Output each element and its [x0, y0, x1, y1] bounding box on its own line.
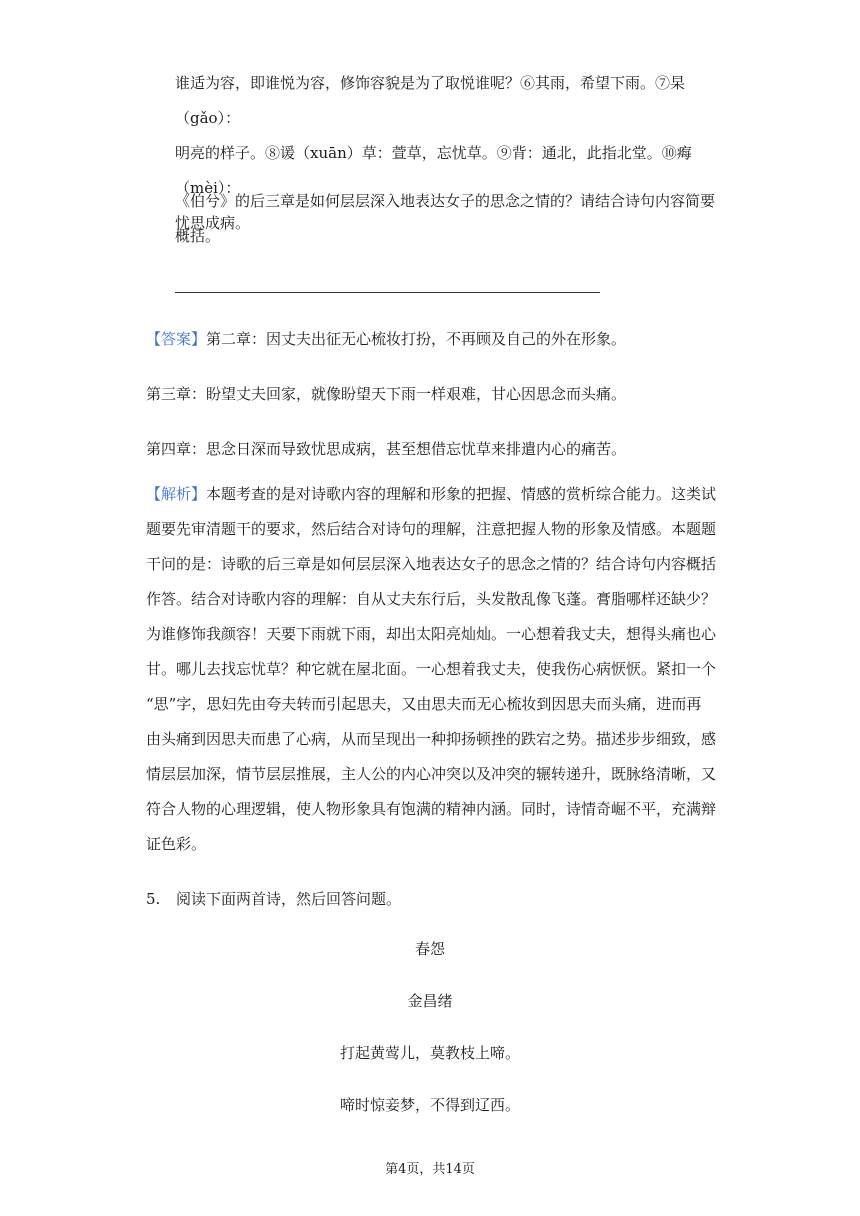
answer-chapter-4: 第四章：思念日深而导致忧思成病，甚至想借忘忧草来排遣内心的痛苦。	[146, 440, 627, 458]
question-5	[146, 882, 721, 917]
analysis-line: 干问的是：诗歌的后三章是如何层层深入地表达女子的思念之情的？结合诗句内容概括	[146, 555, 717, 573]
question-text	[175, 184, 720, 254]
analysis-line: 本题考查的是对诗歌内容的理解和形象的把握、情感的赏析综合能力。这类试	[206, 485, 717, 503]
question-number: 5.	[146, 890, 161, 908]
notes-line: 忧思成病。	[175, 214, 251, 232]
page-footer: 第4页，共14页	[385, 1162, 475, 1177]
analysis-line: 题要先审清题干的要求，然后结合对诗句的理解，注意把握人物的形象及情感。本题题	[146, 520, 717, 538]
answer-chapter-2: 第二章：因丈夫出征无心梳妆打扮，不再顾及自己的外在形象。	[206, 330, 627, 348]
poem-author: 金昌绪	[407, 992, 453, 1010]
analysis-line: 符合人物的心理逻辑，使人物形象具有饱满的精神内涵。同时，诗情奇崛不平，充满辩	[146, 800, 717, 818]
poem-line: 打起黄莺儿，莫教枝上啼。	[339, 1044, 520, 1062]
question-line: 《伯兮》的后三章是如何层层深入地表达女子的思念之情的？请结合诗句内容简要	[175, 192, 716, 210]
notes-line: 明亮的样子。⑧谖（xuān）草：萱草，忘忧草。⑨背：通北，此指北堂。⑩痗（mèi）：	[175, 144, 692, 197]
poem-title: 春怨	[414, 940, 445, 958]
analysis-line: 为谁修饰我颜容！天要下雨就下雨，却出太阳亮灿灿。一心想着我丈夫，想得头痛也心	[146, 625, 717, 643]
answer-label: 【答案】	[146, 330, 207, 348]
analysis-line: 情层层加深，情节层层推展，主人公的内心冲突以及冲突的辗转递升，既脉络清晰，又	[146, 765, 717, 783]
analysis-line: “思”字，思妇先由夸夫转而引起思夫，又由思夫而无心梳妆到因思夫而头痛，进而再	[146, 695, 702, 713]
answer-chapter-3: 第三章：盼望丈夫回家，就像盼望天下雨一样艰难，甘心因思念而头痛。	[146, 385, 627, 403]
question-line: 概括。	[175, 227, 221, 245]
analysis-line: 甘。哪儿去找忘忧草？种它就在屋北面。一心想着我丈夫，使我伤心病恹恹。紧扣一个	[146, 660, 717, 678]
answer-section	[146, 322, 721, 467]
analysis-line: 证色彩。	[146, 835, 207, 853]
question-prompt: 阅读下面两首诗，然后回答问题。	[176, 890, 402, 908]
notes-line: 谁适为容，即谁悦为容，修饰容貌是为了取悦谁呢？⑥其雨，希望下雨。⑦杲（gǎo）：	[175, 74, 686, 127]
analysis-label: 【解析】	[146, 485, 207, 503]
analysis-line: 作答。结合对诗歌内容的理解：自从丈夫东行后，头发散乱像飞蓬。膏脂哪样还缺少？	[146, 590, 717, 608]
poem-line: 啼时惊妾梦，不得到辽西。	[339, 1096, 520, 1114]
analysis-section	[146, 477, 721, 862]
analysis-line: 由头痛到因思夫而患了心病，从而呈现出一种抑扬顿挫的跌宕之势。描述步步细致，感	[146, 730, 717, 748]
answer-blank-line	[175, 292, 600, 293]
